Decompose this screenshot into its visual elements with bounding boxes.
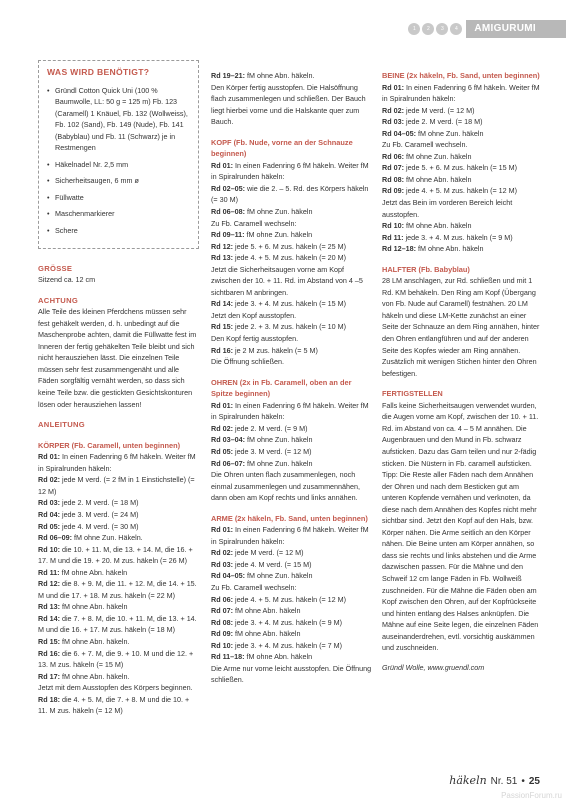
instruction-text: Rd 01: In einen Fadenring 6 fM häkeln. Weiter fM in Spiralrunden häkeln: bbox=[382, 82, 540, 104]
instruction-text: Rd 15: jede 2. + 3. M zus. häkeln (= 10 M) bbox=[211, 322, 347, 332]
instruction-text: Den Kopf fertig ausstopfen. bbox=[211, 334, 299, 344]
subsection-heading: FERTIGSTELLEN bbox=[382, 389, 443, 399]
credit-line: Gründl Wolle, www.gruendl.com bbox=[382, 662, 485, 672]
instruction-text: Rd 11: jede 3. + 4. M zus. häkeln (= 9 M) bbox=[382, 232, 513, 242]
instruction-text: Zu Fb. Caramell wechseln. bbox=[382, 140, 468, 150]
magazine-logo: häkeln bbox=[449, 774, 487, 787]
instruction-text: Sitzend ca. 12 cm bbox=[38, 275, 96, 285]
section-heading: ANLEITUNG bbox=[38, 420, 85, 430]
material-item: • Gründl Cotton Quick Uni (100 % Baumwolle, LL: 50 g = 125 m) Fb. 123 (Caramell) 1 Knäuel, Fb. 132 (Wollweiss), Fb. 102 (Sand), Fb. 149 (Nude), Fb. 141 (Babyblau) und Fb. 11 (Schwarz) je in Restmengen bbox=[47, 85, 190, 154]
header-dot: 3 bbox=[436, 23, 448, 35]
instruction-text: Jetzt die Sicherheitsaugen vorne am Kopf zwischen der 10. + 11. Rd. im Abstand von 4 –5 sichtbaren M anbringen. bbox=[211, 264, 363, 297]
instruction-text: Rd 04–05: fM ohne Zun. häkeln bbox=[382, 128, 484, 138]
subsection-heading: KÖRPER (Fb. Caramell, unten beginnen) bbox=[38, 440, 181, 450]
materials-box bbox=[38, 60, 199, 249]
instruction-text: Rd 12: jede 5. + 6. M zus. häkeln (= 25 M) bbox=[211, 241, 347, 251]
column-left bbox=[38, 60, 199, 717]
instruction-text: Rd 07: fM ohne Abn. häkeln bbox=[211, 606, 301, 616]
section-title: AMIGURUMI bbox=[466, 20, 566, 38]
instruction-text: Rd 06–07: fM ohne Zun. häkeln bbox=[211, 458, 313, 468]
instruction-text: Jetzt das Bein im vorderen Bereich leicht ausstopfen. bbox=[382, 198, 513, 219]
instruction-text: Rd 14: jede 3. + 4. M zus. häkeln (= 15 M) bbox=[211, 299, 347, 309]
instruction-text: Rd 17: fM ohne Abn. häkeln. bbox=[38, 671, 130, 681]
instruction-text: Rd 13: jede 4. + 5. M zus. häkeln (= 20 M) bbox=[211, 253, 347, 263]
column-middle bbox=[211, 70, 372, 686]
header-dot: 1 bbox=[408, 23, 420, 35]
watermark: PassionForum.ru bbox=[501, 791, 562, 800]
instruction-text: Rd 10: fM ohne Abn. häkeln bbox=[382, 221, 472, 231]
subsection-heading: HALFTER (Fb. Babyblau) bbox=[382, 264, 470, 274]
instruction-text: Rd 15: fM ohne Abn. häkeln. bbox=[38, 636, 130, 646]
instruction-text: Rd 11–18: fM ohne Abn. häkeln bbox=[211, 652, 313, 662]
instruction-text: Die Ohren unten flach zusammenlegen, noch einmal zusammenlegen und zusammennähen, dann oben am Kopf rechts und links annähen. bbox=[211, 470, 361, 503]
instruction-text: Alle Teile des kleinen Pferdchens müssen sehr fest gehäkelt werden, d. h. unbedingt auf die Maschenprobe achten, damit die Füllwatte fest im Inneren der fertig gehäkelten Teile bleibt und sich nicht herausziehen lässt. Die einzelnen Teile müssen sehr fest zusammengenäht und alle Fäden sorgfältig vernäht werden, so dass sich keine Teile bzw. die gestickten Gesichtskonturen lösen oder herausziehen lassen! bbox=[38, 307, 197, 409]
instruction-text: Rd 16: die 6. + 7. M, die 9. + 10. M und die 12. + 13. M zus. häkeln (= 15 M) bbox=[38, 648, 194, 670]
instruction-text: Rd 14: die 7. + 8. M, die 10. + 11. M, die 13. + 14. M und die 16. + 17. M zus. häkeln (= 18 M) bbox=[38, 613, 197, 635]
instruction-text: Rd 03: jede 2. M verd. (= 18 M) bbox=[382, 117, 483, 127]
material-item: • Füllwatte bbox=[47, 192, 190, 204]
instruction-text: Falls keine Sicherheitsaugen verwendet wurden, die Augen vorne am Kopf, zwischen der 10. + 11. Rd. im Abstand von ca. 4 – 5 M annähen. Die Augenbrauen und den Mund in Fb. schwarz aufsticken. Dazu das Garn teilen und nur 2-fädig sticken. Die Nüstern in Fb. caramell aufsticken. bbox=[382, 400, 539, 468]
instruction-text: Rd 03–04: fM ohne Zun. häkeln bbox=[211, 435, 313, 445]
instruction-text: Rd 06–09: fM ohne Zun. Häkeln. bbox=[38, 533, 143, 543]
header-dot: 4 bbox=[450, 23, 462, 35]
instruction-text: Rd 02–05: wie die 2. – 5. Rd. des Körpers häkeln (= 30 M) bbox=[211, 183, 369, 205]
instruction-text: Rd 07: jede 5. + 6. M zus. häkeln (= 15 M) bbox=[382, 163, 518, 173]
instruction-text: Den Körper fertig ausstopfen. Die Halsöffnung flach zusammenlegen und schließen. Der Bauch liegt hierbei vorne und die Halskante quer zum Bauch. bbox=[211, 82, 366, 127]
section-heading: ACHTUNG bbox=[38, 295, 79, 305]
instruction-text: Die Öffnung schließen. bbox=[211, 357, 284, 367]
instruction-text: Rd 12–18: fM ohne Abn. häkeln bbox=[382, 244, 484, 254]
material-item: • Häkelnadel Nr. 2,5 mm bbox=[47, 159, 190, 171]
page-number: 25 bbox=[528, 776, 540, 787]
instruction-text: Rd 12: die 8. + 9. M, die 11. + 12. M, die 14. + 15. M und die 17. + 18. M zus. häkeln (= 22 M) bbox=[38, 579, 197, 600]
instruction-text: Rd 04: jede 3. M verd. (= 24 M) bbox=[38, 509, 139, 519]
instruction-text: Rd 02: jede M verd. (= 2 fM in 1 Einstichstelle) (= 12 M) bbox=[38, 475, 195, 496]
material-item: • Sicherheitsaugen, 6 mm ø bbox=[47, 175, 190, 187]
column-right bbox=[382, 70, 544, 673]
header-dot: 2 bbox=[422, 23, 434, 35]
instruction-text: Die Arme nur vorne leicht ausstopfen. Die Öffnung schließen. bbox=[211, 663, 372, 685]
instruction-text: Rd 05: jede 4. M verd. (= 30 M) bbox=[38, 521, 139, 531]
footer-separator: • bbox=[521, 776, 525, 787]
instruction-text: Rd 01: In einen Fadenring 6 fM häkeln. Weiter fM in Spiralrunden häkeln: bbox=[38, 452, 196, 473]
column-right-text bbox=[382, 70, 544, 673]
instruction-text: Rd 05: jede 3. M verd. (= 12 M) bbox=[211, 446, 312, 456]
materials-title: WAS WIRD BENÖTIGT? bbox=[47, 67, 150, 77]
instruction-text: Rd 13: fM ohne Abn. häkeln bbox=[38, 602, 128, 612]
instruction-text: Jetzt den Kopf ausstopfen. bbox=[211, 310, 297, 320]
subsection-heading: KOPF (Fb. Nude, vorne an der Schnauze beginnen) bbox=[211, 137, 353, 159]
column-middle-text bbox=[211, 70, 372, 686]
subsection-heading: BEINE (2x häkeln, Fb. Sand, unten beginnen) bbox=[382, 71, 540, 80]
instruction-text: Rd 10: jede 3. + 4. M zus. häkeln (= 7 M) bbox=[211, 640, 343, 650]
subsection-heading: ARME (2x häkeln, Fb. Sand, unten beginnen) bbox=[211, 513, 368, 523]
material-item: • Schere bbox=[47, 225, 190, 237]
subsection-heading: OHREN (2x in Fb. Caramell, oben an der Spitze beginnen) bbox=[211, 377, 352, 399]
instruction-text: Rd 10: die 10. + 11. M, die 13. + 14. M, die 16. + 17. M und die 19. + 20. M zus. häkeln (= 26 M) bbox=[38, 544, 193, 566]
instruction-text: Rd 02: jede 2. M verd. (= 9 M) bbox=[211, 423, 308, 433]
instruction-text: Rd 03: jede 2. M verd. (= 18 M) bbox=[38, 498, 139, 508]
section-heading: GRÖSSE bbox=[38, 263, 73, 273]
instruction-text: Rd 16: je 2 M zus. häkeln (= 5 M) bbox=[211, 345, 318, 355]
instruction-text: Rd 09–11: fM ohne Zun. häkeln bbox=[211, 230, 313, 240]
instruction-text: Rd 01: In einen Fadenring 6 fM häkeln. Weiter fM in Spiralrunden häkeln: bbox=[211, 400, 369, 422]
instruction-text: 28 LM anschlagen, zur Rd. schließen und mit 1 Rd. KM behäkeln. Den Ring am Kopf (Übergang von Fb. Nude auf Caramell) festnähen. 20 LM häkeln und diese LM-Kette zunächst an einer Seite der Schnauze an dem Ring annähen, hinter den Ohren entlangführen und auf der anderen Seite des Kopfes wieder am Ring annähen. Zusätzlich mit wenigen Stichen hinter den Ohren befestigen. bbox=[382, 276, 540, 378]
instruction-text: Zu Fb. Caramell wechseln: bbox=[211, 582, 297, 592]
page-footer bbox=[449, 774, 540, 787]
instruction-text: Rd 06: fM ohne Zun. häkeln bbox=[382, 151, 472, 161]
instruction-text: Rd 04–05: fM ohne Zun. häkeln bbox=[211, 571, 313, 581]
instruction-text: Rd 09: fM ohne Abn. häkeln bbox=[211, 629, 301, 639]
instruction-text: Rd 18: die 4. + 5. M, die 7. + 8. M und die 10. + 11. M zus. häkeln (= 12 M) bbox=[38, 694, 190, 716]
instruction-text: Rd 06: jede 4. + 5. M zus. häkeln (= 12 M) bbox=[211, 594, 347, 604]
instruction-text: Zu Fb. Caramell wechseln: bbox=[211, 218, 297, 228]
instruction-text: Rd 08: fM ohne Abn. häkeln bbox=[382, 174, 472, 184]
instruction-text: Jetzt mit dem Ausstopfen des Körpers beginnen. bbox=[38, 683, 193, 693]
instruction-text: Rd 01: In einen Fadenring 6 fM häkeln. Weiter fM in Spiralrunden häkeln: bbox=[211, 525, 369, 546]
section-header bbox=[408, 20, 566, 38]
header-dots bbox=[408, 23, 462, 35]
instruction-text: Rd 03: jede 4. M verd. (= 15 M) bbox=[211, 559, 312, 569]
material-item: • Maschenmarkierer bbox=[47, 208, 190, 220]
instruction-text: Rd 06–08: fM ohne Zun. häkeln bbox=[211, 207, 313, 217]
issue-number: Nr. 51 bbox=[490, 776, 518, 787]
instruction-text: Rd 09: jede 4. + 5. M zus. häkeln (= 12 M) bbox=[382, 186, 518, 196]
instruction-text: Rd 19–21: fM ohne Abn. häkeln. bbox=[211, 71, 315, 80]
instruction-text: Rd 08: jede 3. + 4. M zus. häkeln (= 9 M) bbox=[211, 617, 343, 627]
instruction-text: Rd 01: In einen Fadenring 6 fM häkeln. Weiter fM in Spiralrunden häkeln: bbox=[211, 160, 369, 182]
column-left-text bbox=[38, 263, 199, 717]
instruction-text: Rd 02: jede M verd. (= 12 M) bbox=[382, 105, 475, 115]
instruction-text: Tipp: Die Reste aller Fäden nach dem Annähen der Ohren und nach dem Besticken gut am unteren Kopfende vernähen und verknoten, da diese nach dem Annähen des Kopfes nicht mehr sichtbar sind. Jetzt den Kopf auf den Hals, bzw. Körper nähen. Die Arme seitlich an den Körper nähen. Die Beine unten am Körper annähen, so dass sie rechts und links abstehen und die Arme dazwischen passen. Für die Mähne und den Schweif 12 cm lange Fäden in Fb. Wollweiß zuschneiden. Für die Mähne die Fäden oben am Kopf zwischen den Ohren, auf der Kopfrückseite und hinten entlang des Halses anknüpfen. Die Mähne auf eine Seite legen, die einzelnen Fäden auseinanderdrehen, evtl. vorsichtig auskämmen und zuschneiden. bbox=[382, 470, 539, 653]
instruction-text: Rd 11: fM ohne Abn. häkeln bbox=[38, 567, 128, 577]
instruction-text: Rd 02: jede M verd. (= 12 M) bbox=[211, 548, 304, 558]
